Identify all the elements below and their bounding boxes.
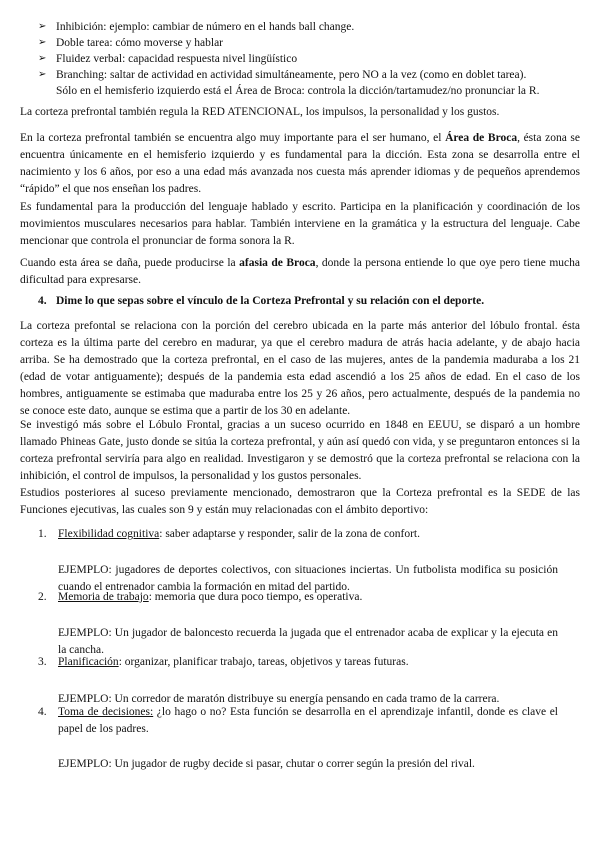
item-title: Memoria de trabajo — [58, 591, 149, 603]
bullet-continuation: Sólo en el hemisferio izquierdo está el Área de Broca: controla la dicción/tartamudez/no pronunciar la R. — [56, 85, 540, 97]
section-heading: 4. Dime lo que sepas sobre el vínculo de la Corteza Prefrontal y su relación con el deporte. — [38, 295, 485, 307]
arrow-bullet-icon: ➢ — [38, 69, 47, 80]
paragraph-maduracion: La corteza prefontal se relaciona con la porción del cerebro ubicada en la parte más anterior del lóbulo frontal. ésta corteza es la última parte del cerebro en madurar, ya que el cerebro madura de atrás hacia adelante, y de abajo hacia arriba. Se ha demostrado que la corteza prefrontal, en el caso de las mujeres, antes de la pandemia maduraba a los 21 (edad de votar antiguamente); después de la pandemia esta edad ascendió a los 25 años de edad. En el caso de los hombres, antiguamente se estimaba que maduraba entre los 25 y 26 años, pero actualmente, después de la pandemia no se conoce este dato, aunque se estima que a partir de los 30 en adelante. — [20, 320, 580, 417]
paragraph-phineas-gage: Se investigó más sobre el Lóbulo Frontal, gracias a un suceso ocurrido en 1848 en EEUU, se disparó a un hombre llamado Phineas Gate, justo donde se sitúa la corteza prefrontal, y aún así quedó con vida, y se preguntaron entonces si la corteza prefrontal serviría para algo en realidad. Investigaron y se demostró que la corteza prefrontal se relaciona con la inhibición, el control de impulsos, la personalidad y los gustos personales. — [20, 419, 580, 482]
example-text: EJEMPLO: Un corredor de maratón distribuye su energía pensando en cada tramo de la carrera. — [58, 692, 500, 705]
numbered-item-decisiones: 4. Toma de decisiones: ¿lo hago o no? Esta función se desarrolla en el aprendizaje infantil, donde es clave el papel de los padres. — [38, 706, 559, 735]
numbered-item-planificacion: 3. Planificación: organizar, planificar trabajo, tareas, objetivos y tareas futuras. — [38, 656, 409, 668]
numbered-item-flexibilidad: 1. Flexibilidad cognitiva: saber adaptarse y responder, salir de la zona de confort. — [38, 528, 420, 540]
example-text: EJEMPLO: Un jugador de baloncesto recuerda la jugada que el entrenador acaba de explicar y la ejecuta en la cancha. — [58, 626, 558, 656]
list-item: ➢ Doble tarea: cómo moverse y hablar — [38, 37, 224, 49]
paragraph-lenguaje: Es fundamental para la producción del lenguaje hablado y escrito. Participa en la planificación y coordinación de los movimientos musculares necesarios para hablar. También interviene en la gramática y la estructura del lenguaje. Cabe mencionar que controla el pronunciar de forma sonora la R. — [20, 201, 580, 247]
arrow-bullet-icon: ➢ — [38, 21, 47, 32]
item-title: Toma de decisiones: — [58, 706, 154, 718]
example-text: EJEMPLO: Un jugador de rugby decide si pasar, chutar o correr según la presión del rival. — [58, 757, 475, 770]
list-item: ➢ Branching: saltar de actividad en actividad simultáneamente, pero NO a la vez (como en doblet tarea). — [38, 69, 527, 81]
paragraph-red-atencional: La corteza prefrontal también regula la RED ATENCIONAL, los impulsos, la personalidad y los gustos. — [20, 106, 500, 118]
arrow-bullet-icon: ➢ — [38, 37, 47, 48]
paragraph-funciones-ejecutivas: Estudios posteriores al suceso previamente mencionado, demostraron que la Corteza prefrontal es la SEDE de las Funciones ejecutivas, las cuales son 9 y están muy relacionadas con el ámbito deportivo: — [20, 487, 580, 516]
list-item: ➢ Inhibición: ejemplo: cambiar de número en el hands ball change. — [38, 21, 355, 33]
list-item: ➢ Fluidez verbal: capacidad respuesta nivel lingüístico — [38, 53, 298, 65]
item-title: Planificación — [58, 656, 119, 668]
example-text: EJEMPLO: jugadores de deportes colectivos, con situaciones inciertas. Un futbolista modifica su posición cuando el entrenador cambia la formación en mitad del partido. — [58, 563, 558, 593]
item-title: Flexibilidad cognitiva — [58, 528, 160, 540]
arrow-bullet-icon: ➢ — [38, 53, 47, 64]
bullet-list — [38, 19, 558, 99]
paragraph-afasia: Cuando esta área se daña, puede producirse la afasia de Broca, donde la persona entiende lo que oye pero tiene mucha dificultad para expresarse. — [20, 257, 581, 286]
numbered-item-memoria: 2. Memoria de trabajo: memoria que dura poco tiempo, es operativa. — [38, 591, 363, 603]
paragraph-area-broca: En la corteza prefrontal también se encuentra algo muy importante para el ser humano, el Área de Broca, ésta zona se encuentra únicamente en el hemisferio izquierdo y es fundamental para la dicción. Esta zona se desarrolla entre el nacimiento y los 6 años, por eso a una edad más avanzada nos cuesta más aprender idiomas y de pequeños aprendemos “rápido” el que nos enseñan los padres. — [20, 132, 580, 195]
